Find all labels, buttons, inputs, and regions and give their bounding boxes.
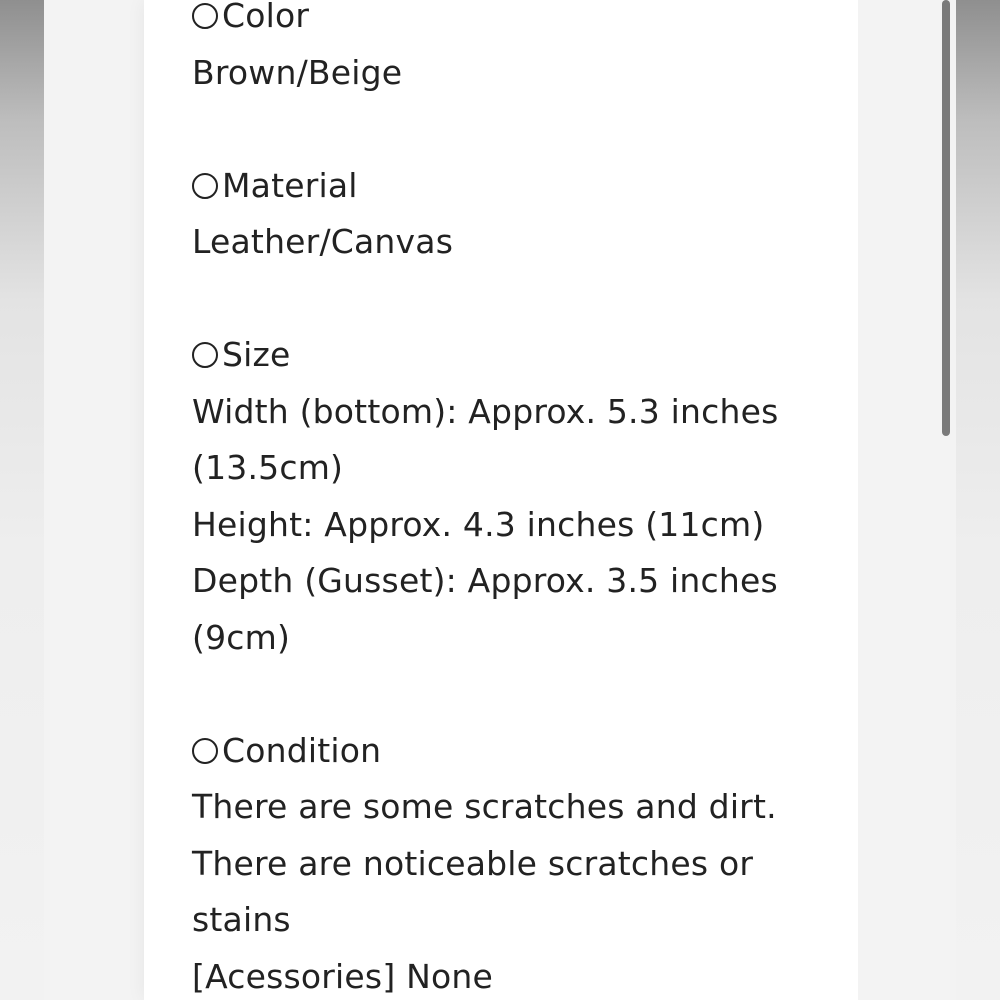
hollow-circle-icon [192, 738, 218, 764]
heading-label: Color [222, 0, 310, 35]
size-width: Width (bottom): Approx. 5.3 inches [192, 391, 779, 431]
section-heading-color [192, 0, 832, 45]
color-value: Brown/Beige [192, 52, 403, 92]
size-width-metric: (13.5cm) [192, 448, 344, 487]
spacer [192, 101, 832, 158]
hollow-circle-icon [192, 342, 218, 368]
condition-line: There are some scratches and dirt. [192, 787, 777, 826]
heading-label: Material [222, 165, 358, 205]
scrollbar-thumb[interactable] [942, 0, 950, 436]
size-depth: Depth (Gusset): Approx. 3.5 inches [192, 561, 778, 600]
hollow-circle-icon [192, 3, 218, 29]
section-heading-condition [192, 723, 832, 780]
section-heading-size [192, 327, 832, 384]
condition-line: There are noticeable scratches or [192, 843, 754, 883]
section-heading-material [192, 158, 832, 215]
heading-label: Size [222, 335, 291, 374]
spacer [192, 271, 832, 328]
spacer [192, 666, 832, 723]
right-edge-shadow [956, 0, 1000, 1000]
size-depth-metric: (9cm) [192, 617, 291, 657]
accessories-line: [Acessories] None [192, 956, 493, 996]
left-edge-shadow [0, 0, 44, 1000]
left-gutter [44, 0, 144, 1000]
heading-label: Condition [222, 730, 382, 770]
material-value: Leather/Canvas [192, 222, 454, 261]
condition-line: stains [192, 900, 291, 939]
hollow-circle-icon [192, 173, 218, 199]
item-description [192, 0, 832, 1000]
size-height: Height: Approx. 4.3 inches (11cm) [192, 504, 765, 544]
